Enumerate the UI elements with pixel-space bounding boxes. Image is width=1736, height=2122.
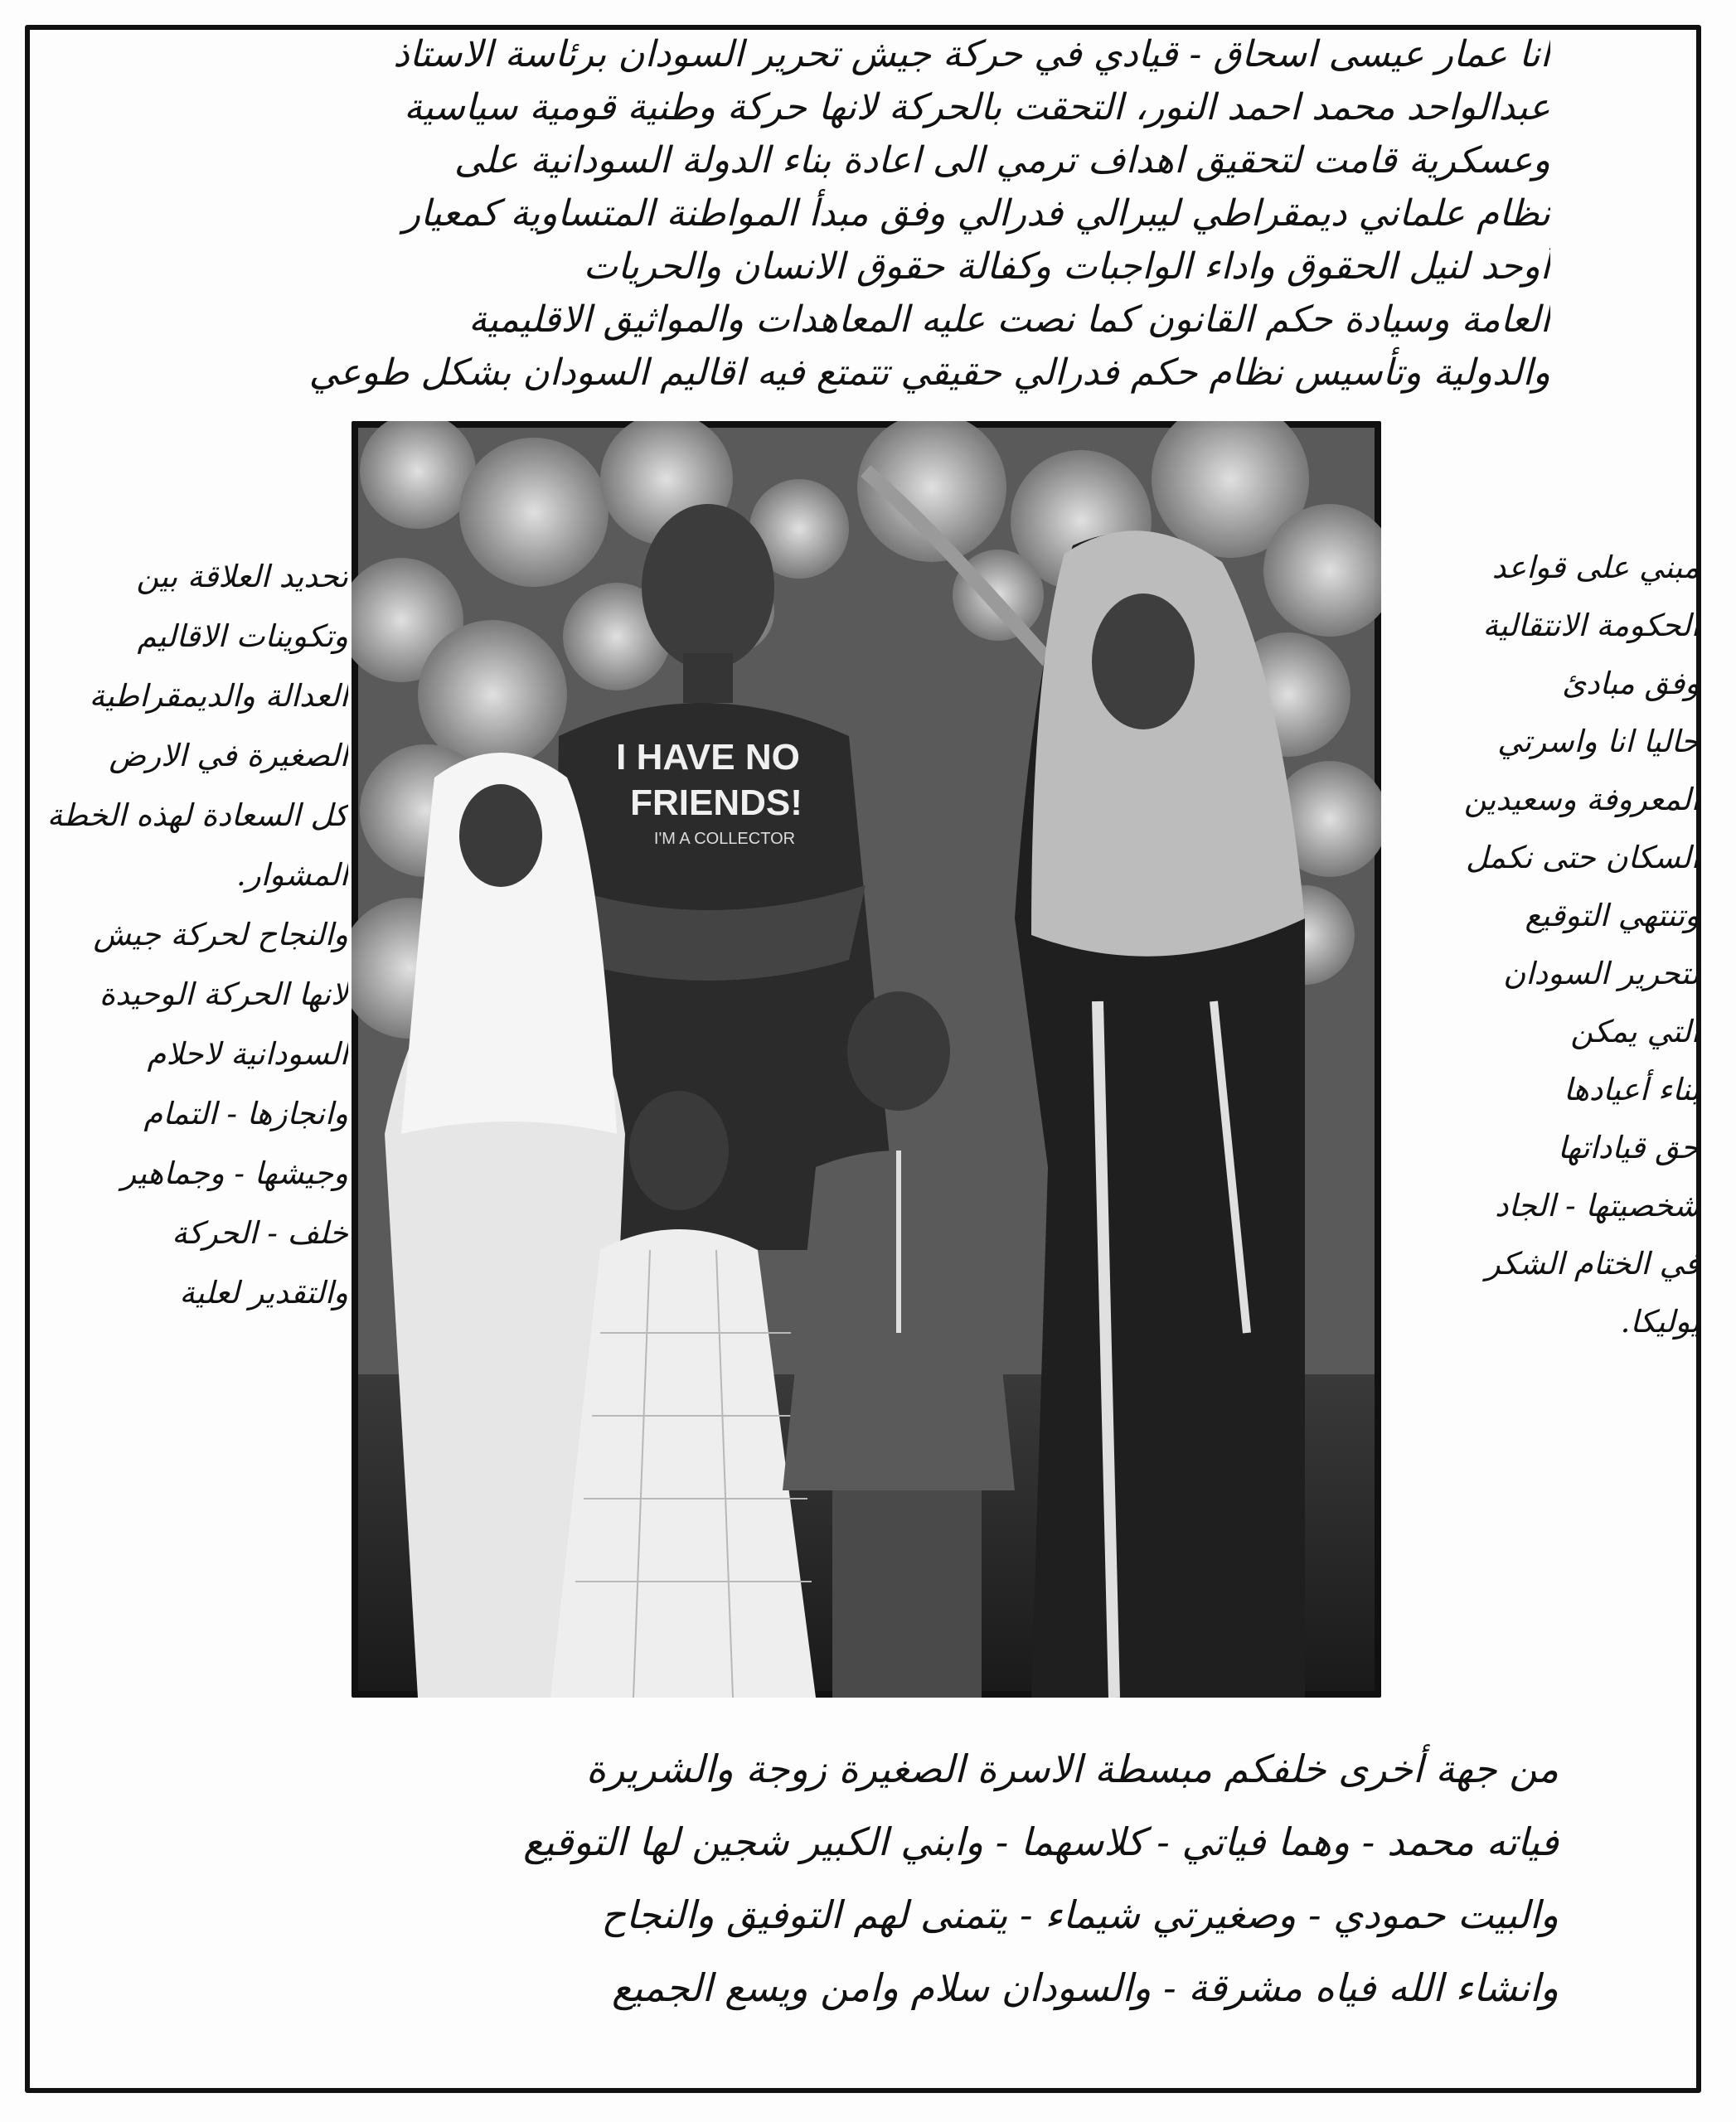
woman-figure — [1015, 530, 1305, 1698]
left-line: الصغيرة في الارض — [109, 738, 348, 773]
intro-line: والدولية وتأسيس نظام حكم فدرالي حقيقي تتمتع فيه اقاليم السودان بشكل طوعي — [308, 351, 1550, 394]
intro-line: نظام علماني ديمقراطي ليبرالي فدرالي وفق مبدأ المواطنة المتساوية كمعيار — [402, 192, 1550, 235]
girl-left-face — [459, 784, 542, 887]
intro-line: عبدالواحد محمد احمد النور، التحقت بالحركة لانها حركة وطنية قومية سياسية — [404, 86, 1550, 128]
right-line: حق قياداتها — [1558, 1130, 1700, 1165]
closing-line: والبيت حمودي - وصغيرتي شيماء - يتمنى لهم التوفيق والنجاح — [601, 1892, 1559, 1937]
left-line: كل السعادة لهذه الخطة — [46, 797, 348, 833]
shirt-text-line1: I HAVE NO — [616, 737, 800, 778]
right-line: السكان حتى نكمل — [1466, 840, 1700, 875]
left-line: وجيشها - وجماهير — [121, 1155, 348, 1191]
man-head — [642, 504, 774, 670]
right-line: الحكومة الانتقالية — [1482, 608, 1700, 643]
woman-face — [1092, 593, 1195, 729]
right-line: في الختام الشكر — [1485, 1246, 1700, 1281]
right-line: وتنتهي التوقيع — [1525, 898, 1700, 933]
left-line: تحديد العلاقة بين — [136, 559, 348, 594]
left-line: وانجازها - التمام — [143, 1096, 348, 1131]
shirt-text-line2: FRIENDS! — [630, 782, 803, 823]
handwritten-intro-paragraph — [182, 28, 1550, 400]
closing-line: من جهة أخرى خلفكم مبسطة الاسرة الصغيرة زوجة والشريرة — [586, 1747, 1559, 1791]
intro-line: أوحد لنيل الحقوق واداء الواجبات وكفالة حقوق الانسان والحريات — [583, 245, 1550, 288]
handwritten-right-column — [1401, 539, 1700, 1351]
left-line: وتكوينات الاقاليم — [137, 618, 348, 654]
right-line: التي يمكن — [1570, 1014, 1700, 1049]
closing-line: وانشاء الله فياه مشرقة - والسودان سلام وامن ويسع الجميع — [612, 1965, 1559, 2010]
handwritten-left-column — [33, 547, 348, 1323]
right-line: بناء أعيادها — [1564, 1072, 1700, 1107]
right-line: لتحرير السودان — [1503, 956, 1700, 991]
right-line: مبني على قواعد — [1491, 550, 1700, 585]
left-line: السودانية لاحلام — [147, 1036, 348, 1072]
right-line: يوليكا. — [1620, 1304, 1700, 1340]
intro-line: العامة وسيادة حكم القانون كما نصت عليه المعاهدات والمواثيق الاقليمية — [468, 298, 1550, 341]
left-line: والنجاح لحركة جيش — [93, 917, 348, 952]
handwritten-closing-paragraph — [149, 1732, 1559, 2024]
right-line: وفق مبادئ — [1562, 666, 1700, 701]
boy-face — [847, 991, 950, 1111]
left-line: لانها الحركة الوحيدة — [99, 976, 348, 1012]
right-line: حاليا انا واسرتي — [1497, 724, 1700, 759]
family-portrait-photo — [352, 421, 1381, 1698]
left-line: المشوار. — [236, 857, 348, 893]
left-line: والتقدير لعلية — [179, 1275, 348, 1311]
portrait-illustration — [352, 421, 1381, 1698]
intro-line: وعسكرية قامت لتحقيق اهداف ترمي الى اعادة بناء الدولة السودانية على — [453, 139, 1550, 182]
closing-line: فياته محمد - وهما فياتي - كلاسهما - وابني الكبير شجين لها التوقيع — [523, 1819, 1559, 1864]
right-line: شخصيتها - الجاد — [1495, 1188, 1700, 1223]
girl-center-face — [629, 1091, 729, 1210]
intro-line: انا عمار عيسى اسحاق - قيادي في حركة جيش تحرير السودان برئاسة الاستاذ — [393, 33, 1550, 75]
shirt-text-line3: I'M A COLLECTOR — [653, 830, 796, 848]
left-line: العدالة والديمقراطية — [89, 678, 348, 714]
right-line: المعروفة وسعيدين — [1463, 782, 1700, 817]
left-line: خلف - الحركة — [172, 1215, 348, 1251]
